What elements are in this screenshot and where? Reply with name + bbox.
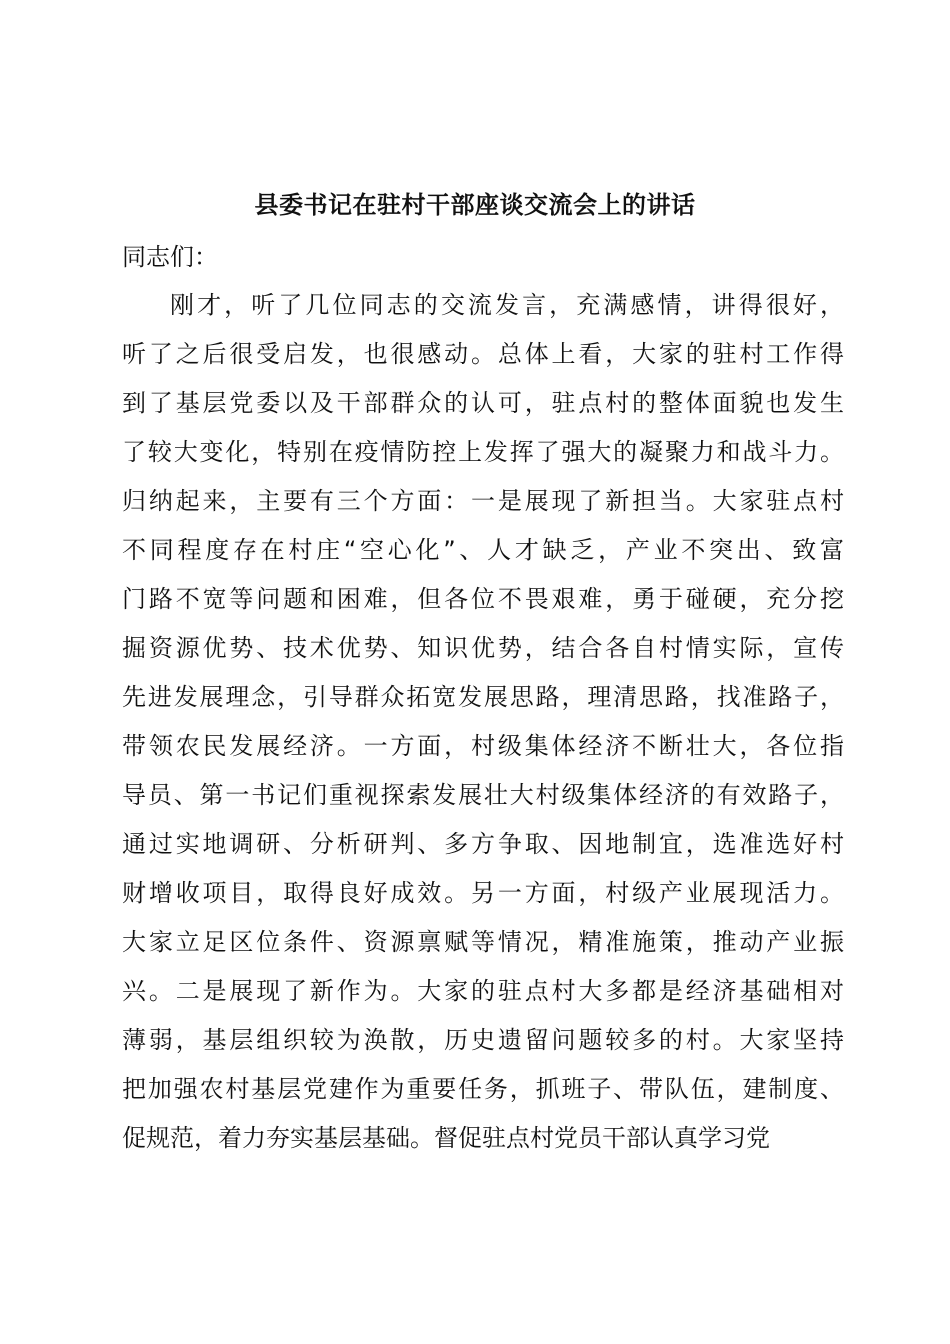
paragraph-line: 大家立足区位条件、资源禀赋等情况，精准施策，推动产业振 — [122, 928, 844, 956]
paragraph-line: 薄弱，基层组织较为涣散，历史遗留问题较多的村。大家坚持 — [122, 1026, 844, 1054]
paragraph-line: 导员、第一书记们重视探索发展壮大村级集体经济的有效路子， — [122, 781, 844, 809]
document-title: 县委书记在驻村干部座谈交流会上的讲话 — [254, 191, 696, 219]
paragraph-line: 了较大变化，特别在疫情防控上发挥了强大的凝聚力和战斗力。 — [122, 438, 844, 466]
paragraph-line: 门路不宽等问题和困难，但各位不畏艰难，勇于碰硬，充分挖 — [122, 585, 844, 613]
paragraph-line: 带领农民发展经济。一方面，村级集体经济不断壮大，各位指 — [122, 732, 844, 760]
paragraph-line: 通过实地调研、分析研判、多方争取、因地制宜，选准选好村 — [122, 830, 844, 858]
paragraph-line: 不同程度存在村庄“空心化”、人才缺乏，产业不突出、致富 — [122, 536, 844, 564]
paragraph-line: 归纳起来，主要有三个方面：一是展现了新担当。大家驻点村 — [122, 487, 844, 515]
paragraph-line: 财增收项目，取得良好成效。另一方面，村级产业展现活力。 — [122, 879, 844, 907]
salutation: 同志们： — [122, 243, 218, 271]
paragraph-line: 先进发展理念，引导群众拓宽发展思路，理清思路，找准路子， — [122, 683, 844, 711]
paragraph-line: 兴。二是展现了新作为。大家的驻点村大多都是经济基础相对 — [122, 977, 844, 1005]
paragraph-line: 刚才，听了几位同志的交流发言，充满感情，讲得很好， — [170, 291, 844, 319]
paragraph-line: 促规范，着力夯实基层基础。督促驻点村党员干部认真学习党 — [122, 1124, 770, 1152]
paragraph-line: 把加强农村基层党建作为重要任务，抓班子、带队伍，建制度、 — [122, 1075, 844, 1103]
paragraph-line: 到了基层党委以及干部群众的认可，驻点村的整体面貌也发生 — [122, 389, 844, 417]
paragraph-line: 听了之后很受启发，也很感动。总体上看，大家的驻村工作得 — [122, 340, 844, 368]
paragraph-line: 掘资源优势、技术优势、知识优势，结合各自村情实际，宣传 — [122, 634, 844, 662]
